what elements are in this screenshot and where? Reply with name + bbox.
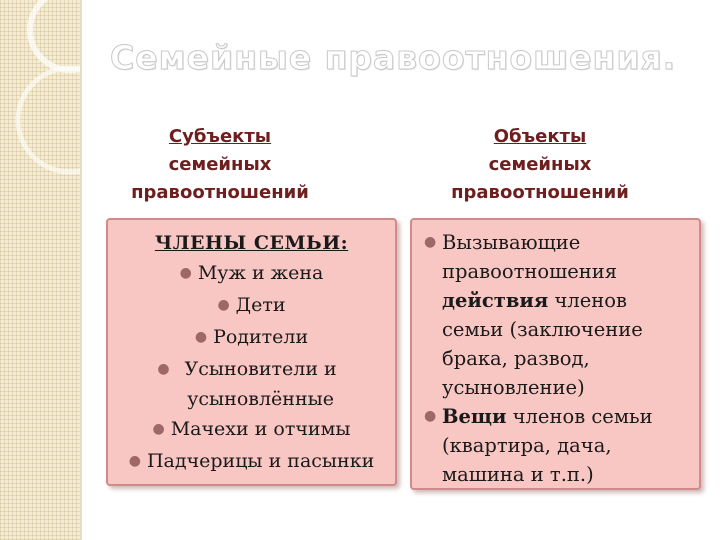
member-text: Родители (213, 326, 309, 348)
object-text-suffix: членов семьи (квартира, дача, машина и т.п.) (442, 405, 653, 486)
objects-heading (405, 123, 675, 207)
list-item (108, 258, 395, 290)
objects-heading-line3: правоотношений (451, 182, 629, 203)
family-members-box (106, 218, 397, 486)
list-item (108, 322, 395, 354)
objects-heading-line2: семейных (488, 154, 592, 175)
bullet-icon: ● (157, 361, 170, 377)
member-text: Падчерицы и пасынки (146, 450, 375, 472)
list-item (108, 354, 395, 414)
member-text: Усыновители и усыновлённые (184, 358, 337, 410)
list-item (108, 414, 395, 446)
subjects-heading-line1: Субъекты (168, 126, 272, 147)
side-strip-edge (80, 0, 82, 540)
object-text-suffix: членов семьи (заключение брака, развод, усыновление) (442, 289, 643, 399)
family-objects-box (410, 218, 701, 490)
family-members-list (108, 258, 395, 478)
bullet-icon: ● (128, 453, 141, 469)
decorative-circles (0, 0, 80, 540)
family-members-heading: ЧЛЕНЫ СЕМЬИ: (154, 232, 349, 254)
bullet-icon: ● (217, 297, 230, 313)
object-text-strong: действия (442, 289, 549, 312)
list-item (418, 402, 693, 489)
objects-heading-line1: Объекты (493, 126, 587, 147)
object-text-strong: Вещи (442, 405, 507, 428)
list-item (418, 228, 693, 402)
family-objects-list (418, 228, 693, 489)
member-text: Муж и жена (197, 262, 324, 284)
bullet-icon: ● (179, 265, 192, 281)
subjects-heading-line3: правоотношений (131, 182, 309, 203)
slide-title: Семейные правоотношения. (110, 38, 677, 77)
list-item (108, 290, 395, 322)
member-text: Мачехи и отчимы (170, 418, 351, 440)
object-text-prefix: Вызывающие правоотношения (442, 231, 618, 283)
bullet-icon: ● (424, 408, 437, 424)
list-item (108, 446, 395, 478)
member-text: Дети (235, 294, 286, 316)
bullet-icon: ● (194, 329, 208, 345)
subjects-heading (85, 123, 355, 207)
bullet-icon: ● (424, 234, 437, 250)
bullet-icon: ● (152, 421, 165, 437)
subjects-heading-line2: семейных (168, 154, 272, 175)
